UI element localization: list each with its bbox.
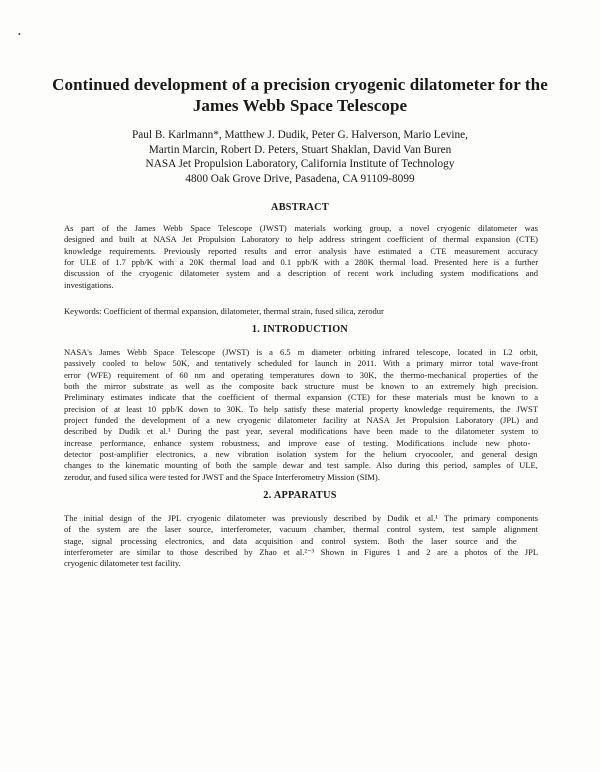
text-line: knowledge requirements. Previously reported results and error analysis have estimated a CTE measurement accuracy bbox=[64, 245, 538, 256]
text-line: precision of at least 10 ppb/K down to 30K. To help satisfy these material property knowledge requirements, the JWST bbox=[64, 403, 538, 414]
text-line: detector post-amplifier electronics, a new vibration isolation system for the helium cryocooler, and general design bbox=[64, 449, 538, 460]
text-line: changes to the kinematic mounting of both the sample dewar and test sample. Also during this period, samples of ULE, bbox=[64, 460, 538, 471]
abstract-heading: ABSTRACT bbox=[271, 202, 329, 213]
apparatus-heading: 2. APPARATUS bbox=[263, 490, 337, 501]
keywords: Keywords: Coefficient of thermal expansion, dilatometer, thermal strain, fused silica, zerodur bbox=[64, 306, 384, 316]
text-line: zerodur, and fused silica were tested for JWST and the Space Interferometry Mission (SIM). bbox=[64, 471, 380, 482]
text-line: both the mirror substrate as well as the composite back structure must be known to an extremely high precision. bbox=[64, 381, 538, 392]
text-line: stage, signal processing electronics, and data acquisition and control system. Both the laser source and the bbox=[64, 535, 517, 546]
text-line: cryogenic dilatometer test facility. bbox=[64, 558, 181, 569]
text-line: for ULE of 1.7 ppb/K with a 20K thermal load and 0.1 ppb/K with a 280K thermal load. Presented here is a further bbox=[64, 257, 538, 268]
address-line: 4800 Oak Grove Drive, Pasadena, CA 91109-8099 bbox=[185, 172, 415, 185]
introduction-heading: 1. INTRODUCTION bbox=[251, 324, 349, 335]
text-line: Preliminary estimates indicate that the coefficient of thermal expansion (CTE) for these materials must be known to a bbox=[64, 392, 538, 403]
text-line: The initial design of the JPL cryogenic dilatometer was previously described by Dudik et al.¹ The primary components bbox=[64, 513, 538, 523]
text-line: of the system are the laser source, interferometer, vacuum chamber, thermal control system, test sample alignment bbox=[64, 524, 538, 535]
text-line: discussion of the cryogenic dilatometer system and a description of recent work including system modifications and bbox=[64, 268, 538, 279]
author-names-line: Paul B. Karlmann*, Matthew J. Dudik, Peter G. Halverson, Mario Levine, bbox=[131, 129, 469, 141]
paper-title bbox=[40, 74, 560, 116]
text-line: NASA's James Webb Space Telescope (JWST) is a 6.5 m diameter orbiting infrared telescope, located in L2 orbit, bbox=[64, 347, 538, 357]
affiliation-line: NASA Jet Propulsion Laboratory, California Institute of Technology bbox=[145, 158, 455, 170]
author-names-line: Martin Marcin, Robert D. Peters, Stuart Shaklan, David Van Buren bbox=[148, 143, 452, 156]
text-line: interferometer are similar to those described by Zhao et al.²⁻³ Shown in Figures 1 and 2 are a photos of the JPL bbox=[64, 547, 538, 558]
text-line: designed and built at NASA Jet Propulsion Laboratory to help address stringent coefficient of thermal expansion (CTE) bbox=[64, 234, 538, 245]
corner-mark: • bbox=[18, 30, 21, 39]
abstract-body bbox=[64, 223, 538, 291]
apparatus-body bbox=[64, 513, 538, 570]
title-line: Continued development of a precision cryogenic dilatometer for the bbox=[52, 75, 548, 94]
text-line: As part of the James Webb Space Telescope (JWST) materials working group, a novel cryogenic dilatometer was bbox=[64, 223, 538, 233]
text-line: increase performance, enhance system robustness, and improve ease of testing. Modifications include new photo- bbox=[64, 437, 531, 448]
author-block bbox=[60, 128, 540, 186]
text-line: passively cooled to below 50K, and tentatively scheduled for launch in 2011. With a primary mirror total wave-front bbox=[64, 358, 538, 369]
title-line: James Webb Space Telescope bbox=[192, 96, 408, 115]
text-line: investigations. bbox=[64, 279, 114, 290]
text-line: described by Dudik et al.¹ During the past year, several modifications have been made to the dilatometer system to bbox=[64, 426, 538, 437]
introduction-body bbox=[64, 347, 538, 483]
text-line: project funded the development of a new cryogenic dilatometer facility at NASA Jet Propulsion Laboratory (JPL) and bbox=[64, 415, 538, 426]
text-line: error (WFE) requirement of 60 nm and operating temperatures down to 30K, the thermo-mechanical properties of the bbox=[64, 369, 538, 380]
